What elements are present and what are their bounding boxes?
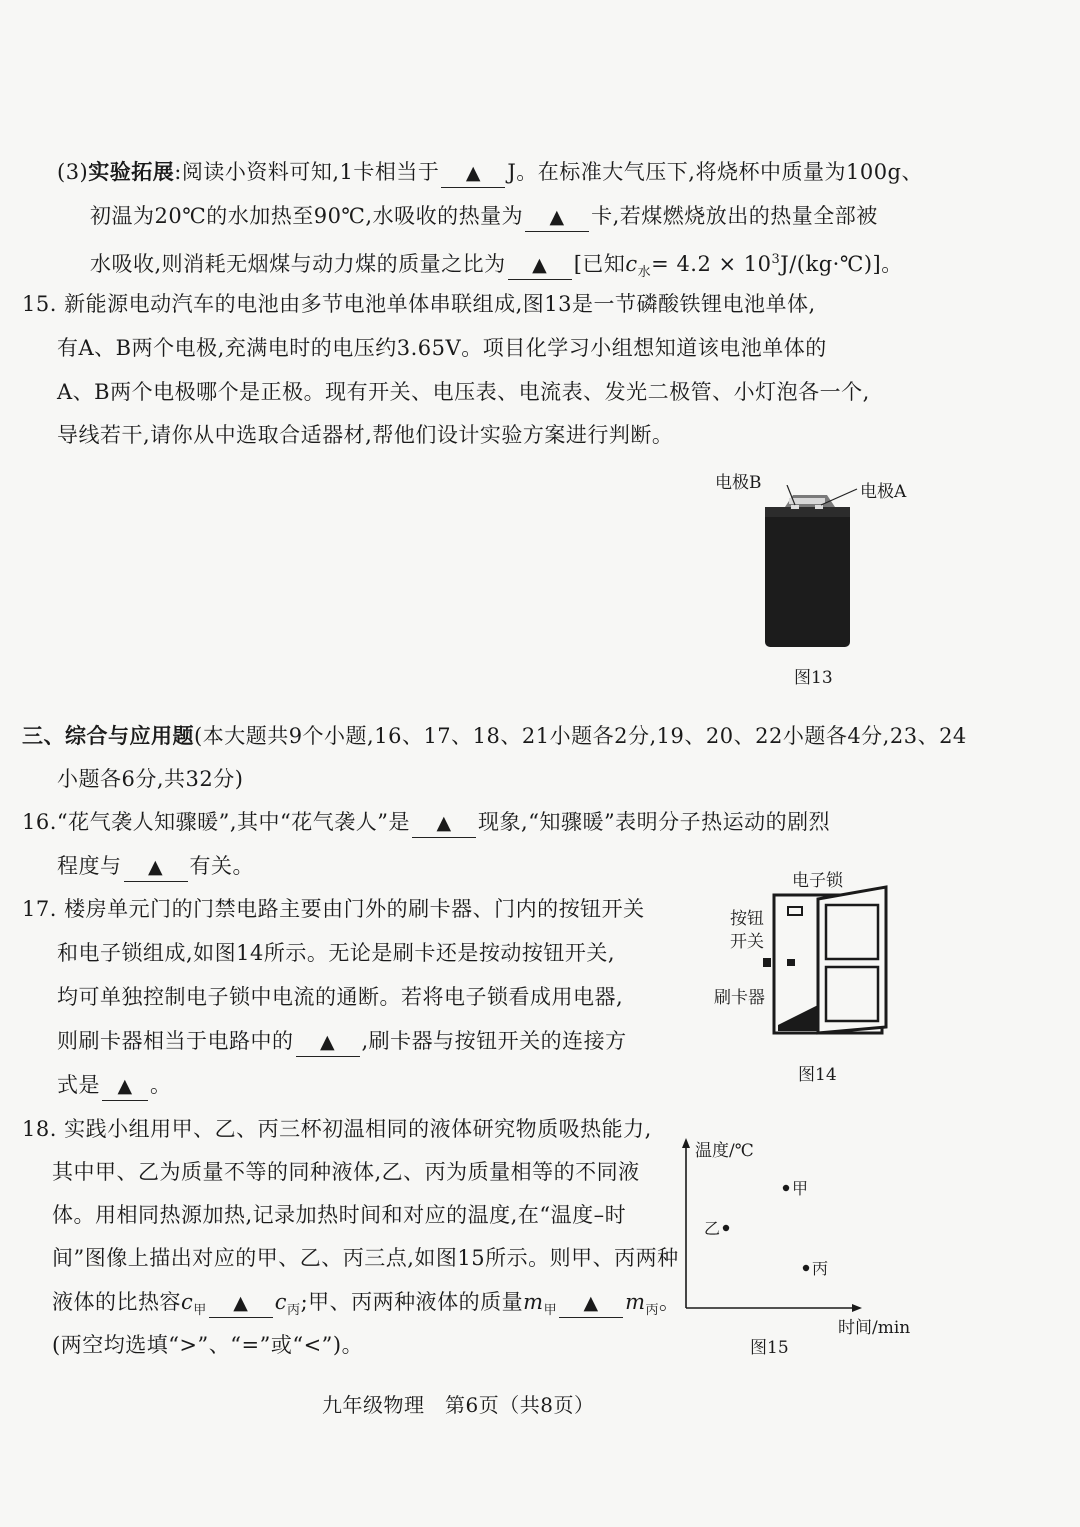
answer-blank — [124, 853, 188, 882]
answer-blank — [412, 809, 476, 838]
electrode-b — [791, 505, 799, 509]
answer-blank — [209, 1289, 273, 1318]
q17-line1: 17. 楼房单元门的门禁电路主要由门外的刷卡器、门内的按钮开关 — [22, 897, 645, 921]
q17-line2: 和电子锁组成,如图14所示。无论是刷卡还是按动按钮开关, — [57, 941, 616, 965]
q14-3-line2: 初温为20℃的水加热至90℃,水吸收的热量为 ▲ 卡,若煤燃烧放出的热量全部被 — [90, 202, 878, 232]
triangle-icon: ▲ — [319, 1031, 336, 1053]
electrode-a — [815, 505, 823, 509]
label-electronic-lock: 电子锁 — [792, 871, 843, 891]
y-axis-label: 温度/℃ — [695, 1141, 754, 1161]
q14-3-bold-title: 实验拓展 — [88, 159, 175, 184]
button-switch — [787, 959, 795, 966]
question-number: 15. — [22, 292, 57, 316]
answer-blank — [559, 1289, 623, 1318]
answer-blank — [441, 159, 505, 188]
point-0 — [783, 1185, 789, 1191]
card-reader — [763, 958, 771, 967]
triangle-icon: ▲ — [549, 206, 565, 228]
y-axis-arrow — [682, 1138, 690, 1148]
triangle-icon: ▲ — [532, 254, 548, 276]
triangle-icon: ▲ — [233, 1292, 249, 1314]
q16-line1: 16.“花气袭人知骤暖”,其中“花气袭人”是 ▲ 现象,“知骤暖”表明分子热运动的剧烈 — [22, 808, 830, 838]
point-1 — [723, 1225, 729, 1231]
q16-line2: 程度与 ▲ 有关。 — [57, 852, 254, 882]
q17-line4: 则刷卡器相当于电路中的 ▲ ,刷卡器与按钮开关的连接方 — [57, 1027, 627, 1057]
q15-line1: 15. 新能源电动汽车的电池由多节电池单体串联组成,图13是一节磷酸铁锂电池单体, — [22, 292, 816, 316]
triangle-icon: ▲ — [117, 1075, 133, 1097]
section3-line2: 小题各6分,共32分) — [57, 767, 244, 791]
triangle-icon: ▲ — [465, 162, 481, 184]
q17-line5: 式是 ▲ 。 — [57, 1071, 172, 1101]
label-button-1: 按钮 — [730, 909, 764, 929]
point-label-1: 乙 — [704, 1219, 721, 1238]
answer-blank — [508, 251, 572, 280]
point-label-2: 丙 — [812, 1259, 829, 1278]
triangle-icon: ▲ — [436, 812, 452, 834]
answer-blank — [102, 1072, 148, 1101]
triangle-icon: ▲ — [583, 1292, 599, 1314]
q18-line5: 液体的比热容$c_甲$ ▲ $c_丙$;甲、丙两种液体的质量$m_甲$ ▲ $m_丙$。 — [52, 1290, 681, 1318]
figure-14-caption: 图14 — [798, 1065, 837, 1085]
answer-blank — [296, 1028, 360, 1057]
label-electrode-b: 电极B — [715, 473, 762, 493]
point-label-0: 甲 — [792, 1179, 809, 1198]
q18-line3: 体。用相同热源加热,记录加热时间和对应的温度,在“温度–时 — [52, 1203, 627, 1227]
electronic-lock — [788, 907, 802, 915]
triangle-icon: ▲ — [147, 856, 164, 878]
label-card-reader: 刷卡器 — [714, 988, 765, 1008]
question-number: 17. — [22, 897, 57, 921]
x-axis-arrow — [852, 1304, 862, 1312]
point-2 — [803, 1265, 809, 1271]
q14-3-line1: (3)实验拓展:阅读小资料可知,1卡相当于 ▲ J。在标准大气压下,将烧杯中质量为100g、 — [57, 158, 923, 188]
battery-figure — [745, 485, 865, 660]
battery-body — [765, 507, 850, 647]
question-number: 16. — [22, 810, 57, 834]
page-footer: 九年级物理 第6页（共8页） — [322, 1393, 595, 1417]
x-axis-label: 时间/min — [838, 1318, 911, 1338]
q15-line2: 有A、B两个电极,充满电时的电压约3.65V。项目化学习小组想知道该电池单体的 — [57, 336, 827, 360]
figure-13-caption: 图13 — [794, 668, 833, 688]
label-button-2: 开关 — [730, 932, 764, 952]
door-figure — [770, 885, 900, 1045]
q15-line4: 导线若干,请你从中选取合适器材,帮他们设计实验方案进行判断。 — [57, 423, 674, 447]
question-number: 18. — [22, 1117, 57, 1141]
q18-line4: 间”图像上描出对应的甲、乙、丙三点,如图15所示。则甲、丙两种 — [52, 1246, 679, 1270]
label-electrode-a: 电极A — [860, 482, 907, 502]
q14-3-label: (3) — [57, 160, 89, 184]
q14-3-line3: 水吸收,则消耗无烟煤与动力煤的质量之比为 ▲ [已知$c_水= 4.2$ × $10^3J/(kg\cdot℃)$]。 — [90, 252, 903, 280]
q17-line3: 均可单独控制电子锁中电流的通断。若将电子锁看成用电器, — [57, 985, 624, 1009]
section-heading: 三、综合与应用题 — [22, 723, 194, 748]
figure-15-caption: 图15 — [750, 1338, 789, 1358]
q18-line2: 其中甲、乙为质量不等的同种液体,乙、丙为质量相等的不同液 — [52, 1160, 640, 1184]
q18-line6: (两空均选填“>”、“=”或“<”)。 — [52, 1333, 364, 1357]
answer-blank — [525, 203, 589, 232]
q18-line1: 18. 实践小组用甲、乙、丙三杯初温相同的液体研究物质吸热能力, — [22, 1117, 652, 1141]
section3-line1: 三、综合与应用题(本大题共9个小题,16、17、18、21小题各2分,19、20、22小题各4分,23、24 — [22, 723, 967, 748]
q15-line3: A、B两个电极哪个是正极。现有开关、电压表、电流表、发光二极管、小灯泡各一个, — [57, 380, 870, 404]
